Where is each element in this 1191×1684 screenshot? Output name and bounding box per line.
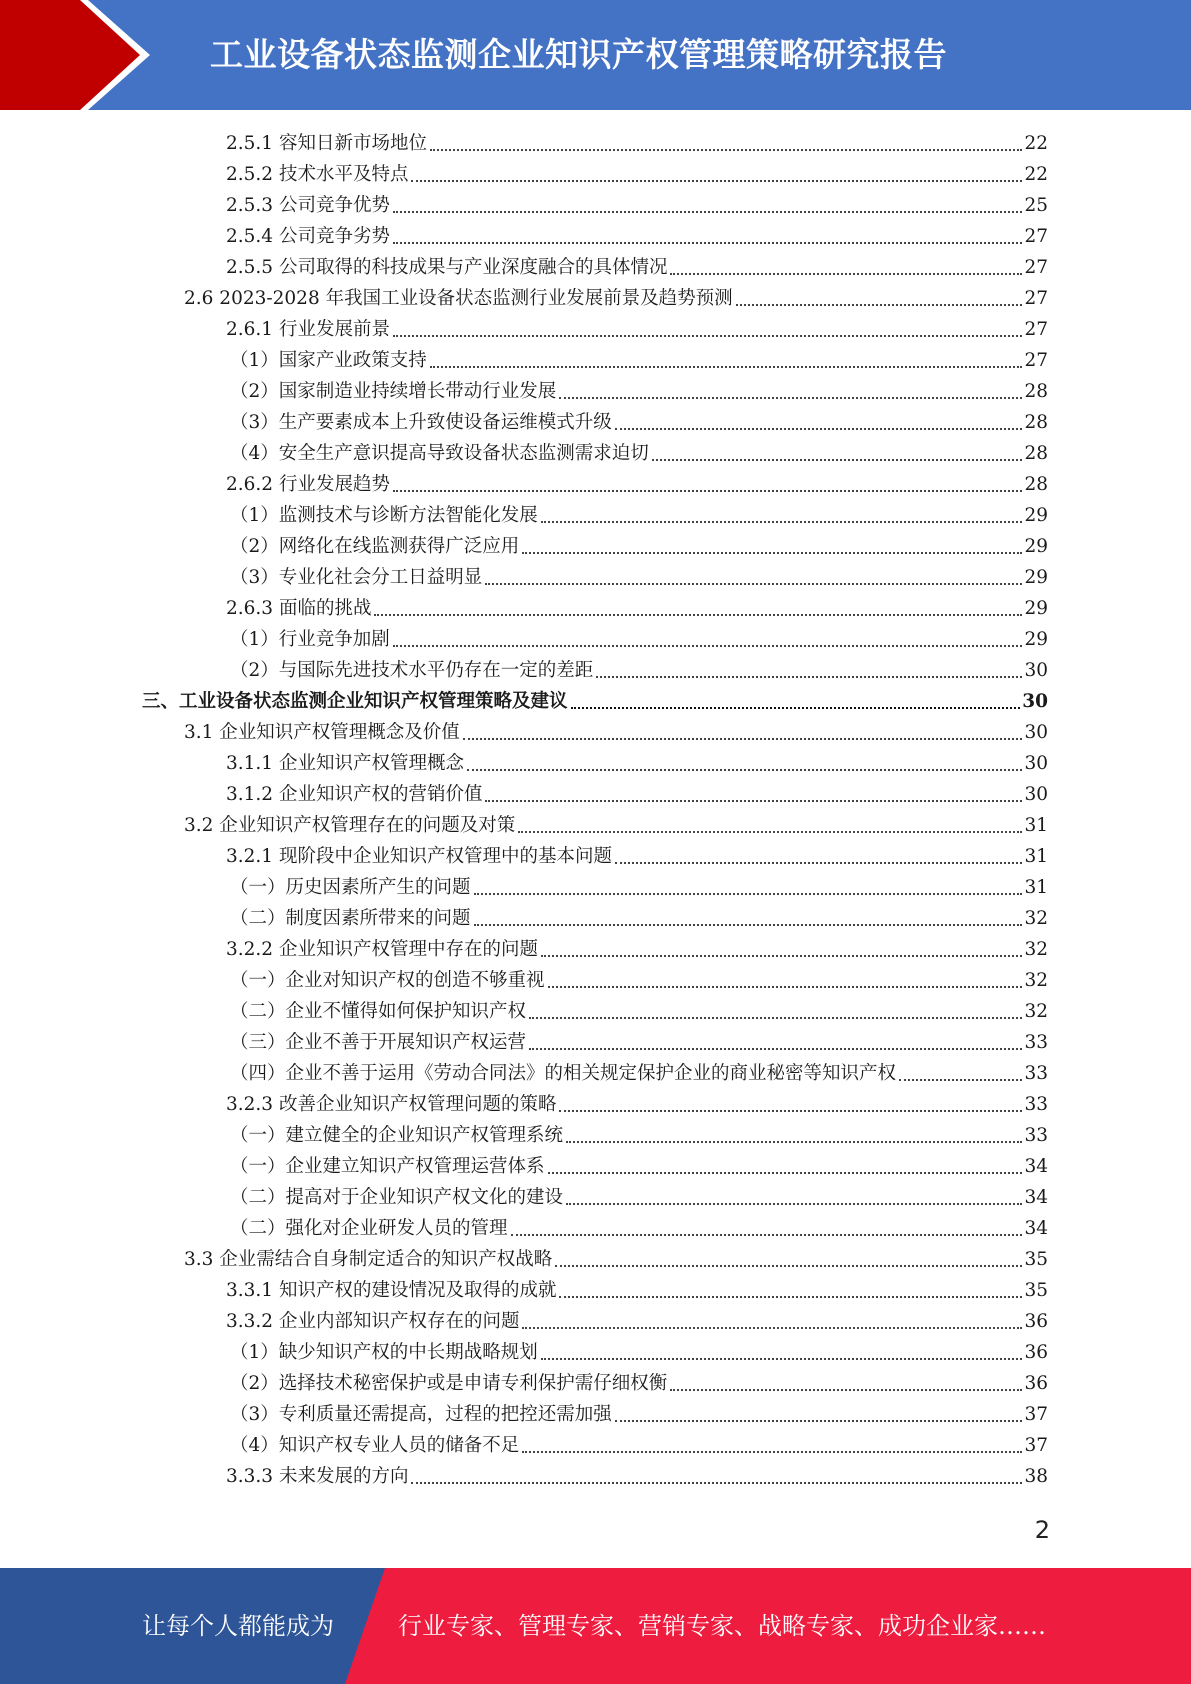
- toc-entry-title: （3）专业化社会分工日益明显: [230, 567, 483, 588]
- toc-dot-leader: [485, 583, 1022, 585]
- toc-entry-title: （4）安全生产意识提高导致设备状态监测需求迫切: [230, 443, 649, 464]
- toc-entry-title: 3.1.2 企业知识产权的营销价值: [226, 784, 483, 805]
- toc-entry[interactable]: [230, 1337, 1048, 1368]
- toc-entry-page: 29: [1024, 629, 1048, 650]
- toc-entry-page: 22: [1024, 133, 1048, 154]
- toc-dot-leader: [393, 211, 1022, 213]
- toc-entry-title: 3.2 企业知识产权管理存在的问题及对策: [184, 815, 516, 836]
- toc-entry-title: （1）国家产业政策支持: [230, 350, 427, 371]
- toc-entry-page: 33: [1024, 1063, 1048, 1084]
- toc-entry-title: （二）企业不懂得如何保护知识产权: [230, 1001, 527, 1022]
- toc-dot-leader: [541, 955, 1022, 957]
- toc-dot-leader: [522, 1451, 1022, 1453]
- toc-entry-page: 36: [1024, 1342, 1048, 1363]
- toc-dot-leader: [529, 1017, 1022, 1019]
- toc-entry[interactable]: [226, 1461, 1048, 1492]
- toc-dot-leader: [374, 614, 1022, 616]
- toc-entry[interactable]: [230, 1368, 1048, 1399]
- toc-dot-leader: [474, 893, 1023, 895]
- toc-entry-title: 2.5.5 公司取得的科技成果与产业深度融合的具体情况: [226, 257, 668, 278]
- toc-entry-page: 30: [1024, 784, 1048, 805]
- toc-entry-page: 31: [1024, 846, 1048, 867]
- toc-dot-leader: [548, 986, 1023, 988]
- toc-dot-leader: [670, 273, 1022, 275]
- toc-entry-page: 35: [1024, 1249, 1048, 1270]
- toc-entry[interactable]: [184, 283, 1048, 314]
- toc-dot-leader: [548, 1172, 1023, 1174]
- header-chevron: [0, 0, 140, 110]
- toc-entry[interactable]: [230, 1058, 1048, 1089]
- toc-entry[interactable]: [230, 1027, 1048, 1058]
- toc-dot-leader: [511, 1234, 1023, 1236]
- toc-entry[interactable]: [230, 438, 1048, 469]
- toc-dot-leader: [518, 831, 1022, 833]
- toc-entry-title: 2.6 2023-2028 年我国工业设备状态监测行业发展前景及趋势预测: [184, 288, 733, 309]
- toc-entry-page: 37: [1024, 1435, 1048, 1456]
- toc-entry-page: 32: [1024, 939, 1048, 960]
- toc-entry[interactable]: [230, 1213, 1048, 1244]
- toc-dot-leader: [411, 1482, 1022, 1484]
- toc-entry-title: 2.5.2 技术水平及特点: [226, 164, 409, 185]
- toc-entry-title: 2.5.3 公司竞争优势: [226, 195, 390, 216]
- toc-entry-title: 2.6.2 行业发展趋势: [226, 474, 390, 495]
- toc-dot-leader: [485, 800, 1022, 802]
- toc-entry-title: （1）缺少知识产权的中长期战略规划: [230, 1342, 538, 1363]
- toc-dot-leader: [566, 1203, 1022, 1205]
- toc-entry[interactable]: [230, 376, 1048, 407]
- toc-entry[interactable]: [226, 1089, 1048, 1120]
- toc-dot-leader: [393, 335, 1022, 337]
- toc-entry[interactable]: [226, 934, 1048, 965]
- toc-entry[interactable]: [230, 624, 1048, 655]
- toc-entry-page: 27: [1024, 288, 1048, 309]
- toc-entry-title: 三、工业设备状态监测企业知识产权管理策略及建议: [142, 691, 568, 712]
- toc-entry[interactable]: [230, 1151, 1048, 1182]
- toc-dot-leader: [522, 552, 1022, 554]
- toc-entry-title: （三）企业不善于开展知识产权运营: [230, 1032, 527, 1053]
- toc-dot-leader: [736, 304, 1023, 306]
- toc-entry-title: （2）国家制造业持续增长带动行业发展: [230, 381, 557, 402]
- toc-entry-page: 27: [1024, 319, 1048, 340]
- toc-entry[interactable]: [230, 1430, 1048, 1461]
- toc-entry[interactable]: [226, 469, 1048, 500]
- page-header: [0, 0, 1191, 110]
- footer-slogan-right: 行业专家、管理专家、营销专家、战略专家、成功企业家……: [398, 1612, 1046, 1640]
- toc-entry[interactable]: [230, 345, 1048, 376]
- toc-entry-page: 32: [1024, 1001, 1048, 1022]
- toc-dot-leader: [615, 1420, 1023, 1422]
- toc-dot-leader: [474, 924, 1023, 926]
- toc-dot-leader: [541, 521, 1023, 523]
- toc-entry[interactable]: [230, 407, 1048, 438]
- toc-entry[interactable]: [226, 1275, 1048, 1306]
- toc-entry-title: （一）企业建立知识产权管理运营体系: [230, 1156, 545, 1177]
- toc-entry-page: 30: [1022, 691, 1048, 712]
- toc-entry[interactable]: [184, 717, 1048, 748]
- toc-entry[interactable]: [230, 655, 1048, 686]
- toc-entry-page: 29: [1024, 536, 1048, 557]
- page-number: 2: [1034, 1516, 1050, 1544]
- toc-entry-title: （3）生产要素成本上升致使设备运维模式升级: [230, 412, 612, 433]
- toc-entry-page: 27: [1024, 257, 1048, 278]
- toc-entry-title: 3.3 企业需结合自身制定适合的知识产权战略: [184, 1249, 553, 1270]
- toc-dot-leader: [652, 459, 1023, 461]
- toc-entry-page: 29: [1024, 505, 1048, 526]
- toc-entry[interactable]: [226, 779, 1048, 810]
- toc-entry[interactable]: [226, 748, 1048, 779]
- toc-entry-title: （2）与国际先进技术水平仍存在一定的差距: [230, 660, 594, 681]
- toc-entry-page: 36: [1024, 1373, 1048, 1394]
- toc-entry-title: 2.6.1 行业发展前景: [226, 319, 390, 340]
- toc-entry[interactable]: [230, 500, 1048, 531]
- toc-dot-leader: [541, 1358, 1023, 1360]
- toc-entry-page: 31: [1024, 877, 1048, 898]
- toc-dot-leader: [430, 366, 1023, 368]
- toc-entry-title: （二）强化对企业研发人员的管理: [230, 1218, 508, 1239]
- toc-entry-page: 28: [1024, 474, 1048, 495]
- toc-entry-page: 27: [1024, 226, 1048, 247]
- toc-dot-leader: [670, 1389, 1022, 1391]
- toc-entry-title: 3.2.1 现阶段中企业知识产权管理中的基本问题: [226, 846, 612, 867]
- toc-entry-title: 2.5.1 容知日新市场地位: [226, 133, 427, 154]
- toc-entry-page: 31: [1024, 815, 1048, 836]
- toc-dot-leader: [393, 645, 1023, 647]
- toc-entry-title: （一）建立健全的企业知识产权管理系统: [230, 1125, 564, 1146]
- toc-entry-title: （二）制度因素所带来的问题: [230, 908, 471, 929]
- toc-entry-title: 3.3.2 企业内部知识产权存在的问题: [226, 1311, 520, 1332]
- toc-entry-title: （4）知识产权专业人员的储备不足: [230, 1435, 520, 1456]
- toc-entry-title: （3）专利质量还需提高，过程的把控还需加强: [230, 1404, 612, 1425]
- toc-entry[interactable]: [226, 252, 1048, 283]
- toc-entry-page: 33: [1024, 1032, 1048, 1053]
- toc-entry-title: 2.5.4 公司竞争劣势: [226, 226, 390, 247]
- toc-entry-page: 38: [1024, 1466, 1048, 1487]
- toc-dot-leader: [566, 1141, 1022, 1143]
- toc-entry-page: 32: [1024, 908, 1048, 929]
- toc-dot-leader: [615, 428, 1023, 430]
- toc-entry-page: 34: [1024, 1187, 1048, 1208]
- toc-entry[interactable]: [230, 1399, 1048, 1430]
- toc-entry[interactable]: [230, 872, 1048, 903]
- toc-entry[interactable]: [142, 686, 1048, 717]
- toc-entry[interactable]: [226, 159, 1048, 190]
- toc-entry-page: 29: [1024, 567, 1048, 588]
- toc-entry-page: 28: [1024, 443, 1048, 464]
- toc-entry-title: （二）提高对于企业知识产权文化的建设: [230, 1187, 564, 1208]
- toc-entry-page: 30: [1024, 722, 1048, 743]
- toc-entry-title: 3.2.3 改善企业知识产权管理问题的策略: [226, 1094, 557, 1115]
- toc-entry-page: 28: [1024, 412, 1048, 433]
- toc-entry-title: （1）监测技术与诊断方法智能化发展: [230, 505, 538, 526]
- toc-dot-leader: [467, 769, 1022, 771]
- toc-dot-leader: [555, 1265, 1022, 1267]
- toc-entry-page: 25: [1024, 195, 1048, 216]
- toc-entry-page: 37: [1024, 1404, 1048, 1425]
- toc-dot-leader: [463, 738, 1023, 740]
- toc-entry[interactable]: [230, 903, 1048, 934]
- toc-entry[interactable]: [226, 221, 1048, 252]
- toc-dot-leader: [596, 676, 1022, 678]
- toc-entry-title: 3.3.1 知识产权的建设情况及取得的成就: [226, 1280, 557, 1301]
- toc-entry-page: 28: [1024, 381, 1048, 402]
- toc-dot-leader: [559, 397, 1022, 399]
- toc-entry-title: 3.3.3 未来发展的方向: [226, 1466, 409, 1487]
- toc-entry-page: 29: [1024, 598, 1048, 619]
- report-title: 工业设备状态监测企业知识产权管理策略研究报告: [210, 35, 947, 74]
- toc-entry-page: 32: [1024, 970, 1048, 991]
- toc-dot-leader: [571, 707, 1021, 709]
- toc-entry-title: 3.2.2 企业知识产权管理中存在的问题: [226, 939, 538, 960]
- toc-entry-title: 2.6.3 面临的挑战: [226, 598, 372, 619]
- toc-entry-page: 34: [1024, 1218, 1048, 1239]
- toc-entry-title: （一）历史因素所产生的问题: [230, 877, 471, 898]
- toc-entry[interactable]: [230, 531, 1048, 562]
- toc-dot-leader: [899, 1079, 1022, 1081]
- toc-entry[interactable]: [230, 1182, 1048, 1213]
- page-footer: [0, 1568, 1191, 1684]
- toc-dot-leader: [615, 862, 1022, 864]
- toc-entry-title: （1）行业竞争加剧: [230, 629, 390, 650]
- toc-dot-leader: [393, 490, 1022, 492]
- toc-dot-leader: [411, 180, 1022, 182]
- toc-entry-page: 34: [1024, 1156, 1048, 1177]
- toc-entry[interactable]: [226, 190, 1048, 221]
- toc-entry[interactable]: [226, 841, 1048, 872]
- toc-dot-leader: [393, 242, 1022, 244]
- toc-entry[interactable]: [226, 1306, 1048, 1337]
- toc-entry-page: 33: [1024, 1125, 1048, 1146]
- toc-entry-title: （2）网络化在线监测获得广泛应用: [230, 536, 520, 557]
- toc-entry-title: （四）企业不善于运用《劳动合同法》的相关规定保护企业的商业秘密等知识产权: [230, 1063, 897, 1084]
- toc-entry-page: 22: [1024, 164, 1048, 185]
- toc-entry-title: （一）企业对知识产权的创造不够重视: [230, 970, 545, 991]
- toc-dot-leader: [529, 1048, 1022, 1050]
- footer-slogan-left: 让每个人都能成为: [142, 1612, 334, 1640]
- toc-entry[interactable]: [230, 562, 1048, 593]
- toc-entry-page: 30: [1024, 753, 1048, 774]
- toc-entry[interactable]: [230, 1120, 1048, 1151]
- toc-dot-leader: [522, 1327, 1022, 1329]
- toc-entry[interactable]: [230, 965, 1048, 996]
- toc-entry[interactable]: [226, 128, 1048, 159]
- toc-entry-title: 3.1.1 企业知识产权管理概念: [226, 753, 464, 774]
- toc-dot-leader: [559, 1110, 1022, 1112]
- toc-dot-leader: [559, 1296, 1022, 1298]
- toc-entry[interactable]: [226, 593, 1048, 624]
- toc-entry-page: 33: [1024, 1094, 1048, 1115]
- toc-entry[interactable]: [226, 314, 1048, 345]
- toc-entry-page: 35: [1024, 1280, 1048, 1301]
- toc-entry-title: 3.1 企业知识产权管理概念及价值: [184, 722, 460, 743]
- toc-entry[interactable]: [184, 810, 1048, 841]
- toc-entry-page: 27: [1024, 350, 1048, 371]
- toc-entry[interactable]: [230, 996, 1048, 1027]
- toc-entry[interactable]: [184, 1244, 1048, 1275]
- toc-entry-page: 36: [1024, 1311, 1048, 1332]
- toc-entry-title: （2）选择技术秘密保护或是申请专利保护需仔细权衡: [230, 1373, 668, 1394]
- toc-dot-leader: [430, 149, 1022, 151]
- toc-entry-page: 30: [1024, 660, 1048, 681]
